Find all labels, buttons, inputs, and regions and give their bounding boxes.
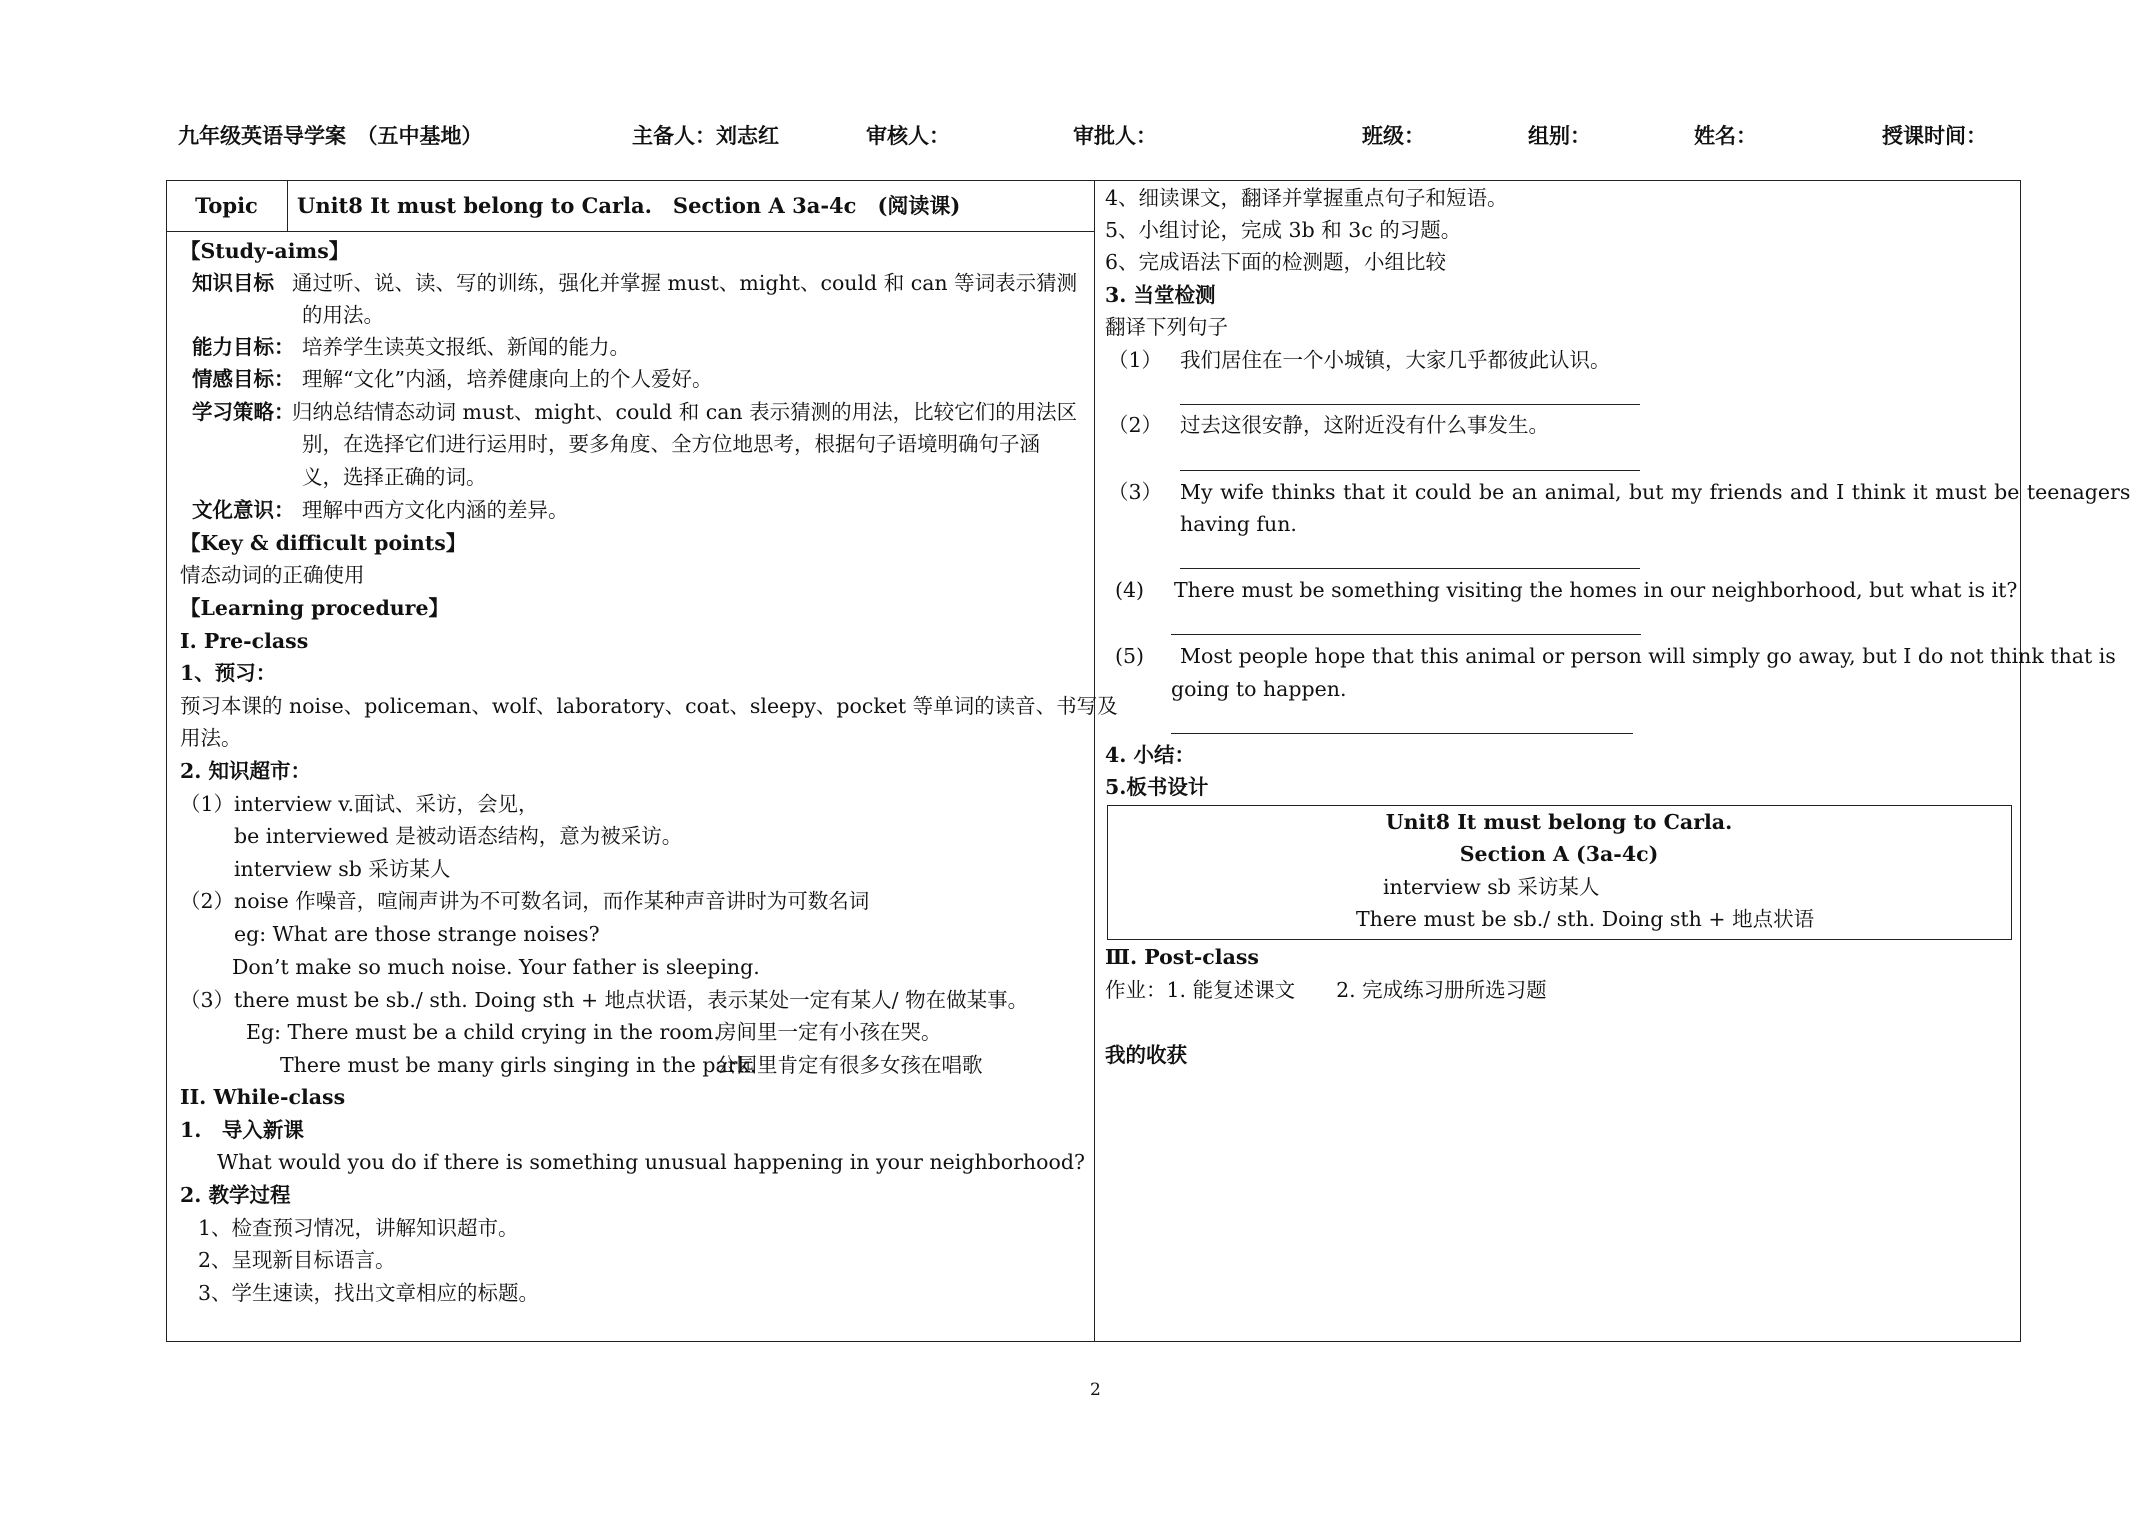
header-approver: 审批人： — [1073, 123, 1157, 148]
market-item-2: （2）noise 作噪音，喧闹声讲为不可数名词，而作某种声音讲时为可数名词 — [180, 889, 870, 913]
question-5-text: Most people hope that this animal or person will simply go away, but I do not think that is — [1180, 644, 2116, 668]
question-5-number: (5) — [1115, 644, 1145, 668]
teach-step-2: 2、呈现新目标语言。 — [198, 1248, 396, 1272]
market-item-3a-en: Eg: There must be a child crying in the room. — [246, 1020, 720, 1044]
question-4-number: (4) — [1115, 578, 1145, 602]
question-4-text: There must be something visiting the homes in our neighborhood, but what is it? — [1174, 578, 2018, 602]
column-divider — [1094, 180, 1095, 1342]
question-1-text: 我们居住在一个小城镇，大家几乎都彼此认识。 — [1180, 348, 1611, 372]
board-line-3: interview sb 采访某人 — [1383, 875, 1600, 899]
market-item-3b-en: There must be many girls singing in the park. — [280, 1053, 757, 1077]
teach-step-5: 5、小组讨论，完成 3b 和 3c 的习题。 — [1105, 218, 1462, 242]
question-3-text: My wife thinks that it could be an animal, but my friends and I think it must be teenagers — [1180, 480, 2131, 504]
question-2-number: （2） — [1108, 413, 1163, 437]
header-preparer: 主备人：刘志红 — [632, 123, 779, 148]
study-aims-heading: 【Study-aims】 — [180, 239, 350, 263]
homework-text: 作业：1. 能复述课文 2. 完成练习册所选习题 — [1105, 978, 1547, 1002]
while-class-heading: II. While-class — [180, 1085, 346, 1109]
question-3-cont: having fun. — [1180, 512, 1297, 536]
aim5-label: 文化意识： — [192, 498, 295, 522]
aim1-cont: 的用法。 — [302, 303, 384, 327]
answer-line-1 — [1180, 404, 1640, 405]
teach-step-1: 1、检查预习情况，讲解知识超市。 — [198, 1216, 519, 1240]
board-design-box — [1107, 805, 2012, 940]
teach-heading: 2. 教学过程 — [180, 1183, 291, 1207]
question-1-number: （1） — [1108, 348, 1163, 372]
market-item-1: （1）interview v.面试、采访，会见， — [180, 792, 539, 816]
market-item-2b: Don’t make so much noise. Your father is sleeping. — [232, 955, 760, 979]
aim4-cont2: 义，选择正确的词。 — [302, 465, 487, 489]
market-heading: 2. 知识超市： — [180, 759, 312, 783]
header-class: 班级： — [1362, 123, 1425, 148]
question-5-cont: going to happen. — [1171, 677, 1347, 701]
teach-step-3: 3、学生速读，找出文章相应的标题。 — [198, 1281, 540, 1305]
market-item-3a-cn: 房间里一定有小孩在哭。 — [716, 1020, 942, 1044]
question-2-text: 过去这很安静，这附近没有什么事发生。 — [1180, 413, 1549, 437]
header-title: 九年级英语导学案 （五中基地） — [178, 123, 483, 148]
answer-line-3 — [1180, 568, 1640, 569]
harvest-heading: 我的收获 — [1105, 1043, 1187, 1067]
aim4-label: 学习策略： — [192, 400, 295, 424]
teach-step-4: 4、细读课文，翻译并掌握重点句子和短语。 — [1105, 186, 1508, 210]
board-heading: 5.板书设计 — [1105, 775, 1209, 799]
teach-step-6: 6、完成语法下面的检测题，小组比较 — [1105, 250, 1447, 274]
market-item-3: （3）there must be sb./ sth. Doing sth + 地点状语，表示某处一定有某人/ 物在做某事。 — [180, 988, 1029, 1012]
aim4-cont1: 别，在选择它们进行运用时，要多角度、全方位地思考，根据句子语境明确句子涵 — [302, 432, 1040, 456]
answer-line-4 — [1171, 634, 1641, 635]
preview-text: 预习本课的 noise、policeman、wolf、laboratory、coat、sleepy、pocket 等单词的读音、书写及 — [180, 694, 1118, 718]
aim4-text: 归纳总结情态动词 must、might、could 和 can 表示猜测的用法，比较它们的用法区 — [292, 400, 1078, 424]
document-header — [0, 120, 2150, 150]
market-item-3b-cn: 公园里肯定有很多女孩在唱歌 — [716, 1053, 983, 1077]
board-line-1: Unit8 It must belong to Carla. — [1385, 810, 1733, 834]
summary-heading: 4. 小结： — [1105, 743, 1196, 767]
preview-heading: 1、预习： — [180, 661, 277, 685]
page-number: 2 — [1090, 1380, 1101, 1400]
topic-label: Topic — [166, 180, 288, 232]
question-3-number: （3） — [1108, 480, 1163, 504]
aim2-label: 能力目标： — [192, 335, 295, 359]
board-line-4: There must be sb./ sth. Doing sth + 地点状语 — [1356, 907, 1815, 931]
intro-heading: 1. 导入新课 — [180, 1118, 304, 1142]
aim3-label: 情感目标： — [192, 367, 295, 391]
check-heading: 3. 当堂检测 — [1105, 283, 1216, 307]
aim3-text: 理解“文化”内涵，培养健康向上的个人爱好。 — [302, 367, 713, 391]
topic-title: Unit8 It must belong to Carla. Section A 3a-4c (阅读课) — [297, 193, 961, 218]
board-line-2: Section A (3a-4c) — [1459, 842, 1659, 866]
header-reviewer: 审核人： — [866, 123, 950, 148]
header-time: 授课时间： — [1882, 123, 1987, 148]
aim1-label: 知识目标 — [192, 271, 274, 295]
aim5-text: 理解中西方文化内涵的差异。 — [302, 498, 569, 522]
aim1-text: 通过听、说、读、写的训练，强化并掌握 must、might、could 和 can 等词表示猜测 — [292, 271, 1078, 295]
intro-text: What would you do if there is something unusual happening in your neighborhood? — [217, 1150, 1085, 1174]
header-group: 组别： — [1528, 123, 1591, 148]
pre-class-heading: I. Pre-class — [180, 629, 309, 653]
procedure-heading: 【Learning procedure】 — [180, 596, 450, 620]
key-text: 情态动词的正确使用 — [180, 563, 365, 587]
preview-text-cont: 用法。 — [180, 726, 242, 750]
market-item-1a: be interviewed 是被动语态结构，意为被采访。 — [234, 824, 683, 848]
market-item-1b: interview sb 采访某人 — [234, 857, 451, 881]
answer-line-5 — [1171, 733, 1633, 734]
answer-line-2 — [1180, 470, 1640, 471]
header-name: 姓名： — [1694, 123, 1757, 148]
market-item-2a: eg: What are those strange noises? — [234, 922, 600, 946]
aim2-text: 培养学生读英文报纸、新闻的能力。 — [302, 335, 630, 359]
translate-heading: 翻译下列句子 — [1105, 315, 1228, 339]
post-class-heading: Ⅲ. Post-class — [1105, 945, 1259, 969]
key-heading: 【Key & difficult points】 — [180, 531, 467, 555]
